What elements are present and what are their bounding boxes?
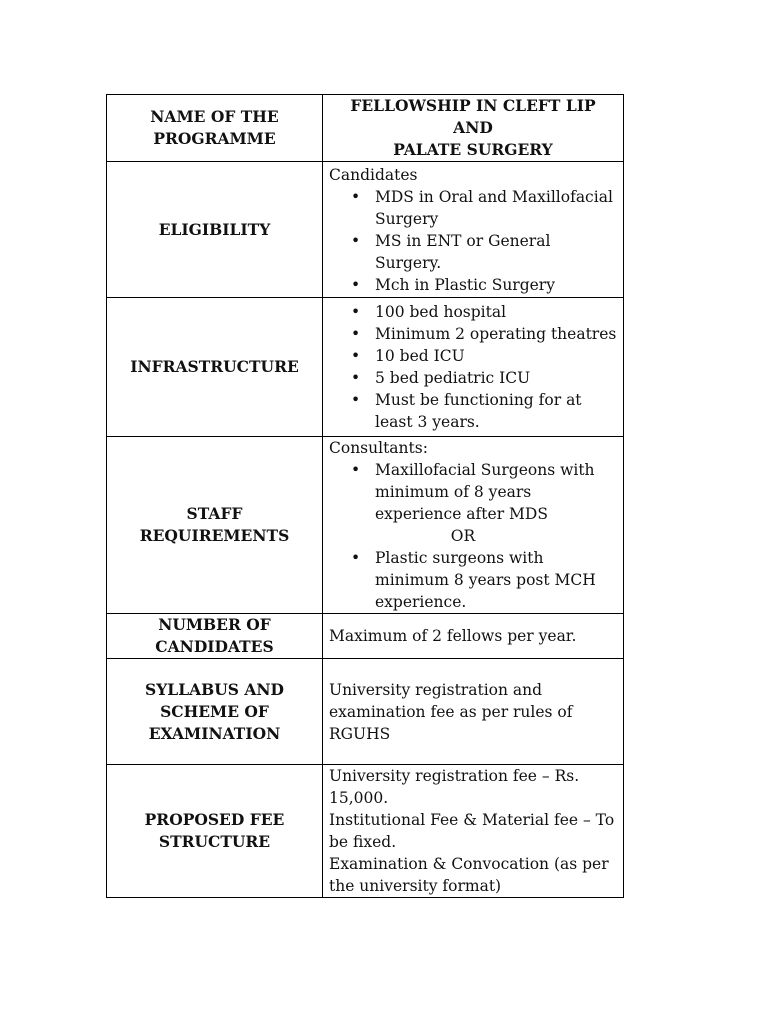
programme-name-label-line1: NAME OF THE [150, 107, 279, 126]
fee-line-examination: Examination & Convocation (as per the university format) [329, 855, 609, 895]
row-fee-structure [107, 765, 624, 898]
infrastructure-content [323, 298, 624, 437]
syllabus-value: University registration and examination fee as per rules of RGUHS [323, 659, 624, 765]
fellowship-table [106, 94, 624, 898]
programme-name-value-line1: FELLOWSHIP IN CLEFT LIP AND [350, 96, 596, 137]
staff-requirements-content [323, 437, 624, 614]
fee-line-institutional: Institutional Fee & Material fee – To be fixed. [329, 811, 615, 851]
eligibility-intro: Candidates [329, 165, 418, 184]
list-item: • Mch in Plastic Surgery [375, 274, 617, 296]
candidates-label-line2: CANDIDATES [155, 637, 274, 656]
list-item: • MS in ENT or General Surgery. [375, 230, 617, 274]
infrastructure-label: INFRASTRUCTURE [107, 298, 323, 437]
infrastructure-list [329, 301, 617, 433]
fee-line-registration: University registration fee – Rs. 15,000. [329, 767, 580, 807]
programme-name-value [323, 95, 624, 162]
list-item: • Minimum 2 operating theatres [375, 323, 617, 345]
staff-label-line2: REQUIREMENTS [139, 526, 290, 545]
list-item: • 100 bed hospital [375, 301, 617, 323]
fee-label-line2: STRUCTURE [158, 832, 271, 851]
syllabus-label-line1: SYLLABUS AND [145, 679, 284, 699]
row-staff-requirements [107, 437, 624, 614]
list-item: • Maxillofacial Surgeons with minimum of 8 years experience after MDS [375, 459, 617, 525]
fee-structure-content [323, 765, 624, 898]
staff-list-2 [329, 547, 617, 613]
staff-label-line1: STAFF [186, 504, 243, 523]
programme-name-value-line2: PALATE SURGERY [393, 140, 553, 159]
row-syllabus [107, 659, 624, 765]
candidates-label-line1: NUMBER OF [158, 615, 271, 634]
list-item: • Plastic surgeons with minimum 8 years post MCH experience. [375, 547, 617, 613]
staff-or-separator: OR [450, 527, 476, 545]
staff-intro: Consultants: [329, 439, 428, 457]
fee-structure-label [107, 765, 323, 898]
eligibility-label: ELIGIBILITY [107, 162, 323, 298]
eligibility-list [329, 186, 617, 296]
list-item: • 5 bed pediatric ICU [375, 367, 617, 389]
syllabus-label-line3: EXAMINATION [148, 723, 281, 743]
row-eligibility [107, 162, 624, 298]
programme-name-label-line2: PROGRAMME [153, 129, 276, 148]
staff-list [329, 459, 617, 525]
programme-name-label [107, 95, 323, 162]
eligibility-content [323, 162, 624, 298]
list-item: • MDS in Oral and Maxillofacial Surgery [375, 186, 617, 230]
syllabus-label [107, 659, 323, 765]
candidates-value: Maximum of 2 fellows per year. [323, 614, 624, 659]
row-number-of-candidates [107, 614, 624, 659]
row-infrastructure [107, 298, 624, 437]
list-item: • 10 bed ICU [375, 345, 617, 367]
syllabus-label-line2: SCHEME OF [160, 701, 269, 721]
staff-requirements-label [107, 437, 323, 614]
row-programme-name [107, 95, 624, 162]
list-item: • Must be functioning for at least 3 years. [375, 389, 617, 433]
candidates-label [107, 614, 323, 659]
fee-label-line1: PROPOSED FEE [144, 810, 285, 829]
